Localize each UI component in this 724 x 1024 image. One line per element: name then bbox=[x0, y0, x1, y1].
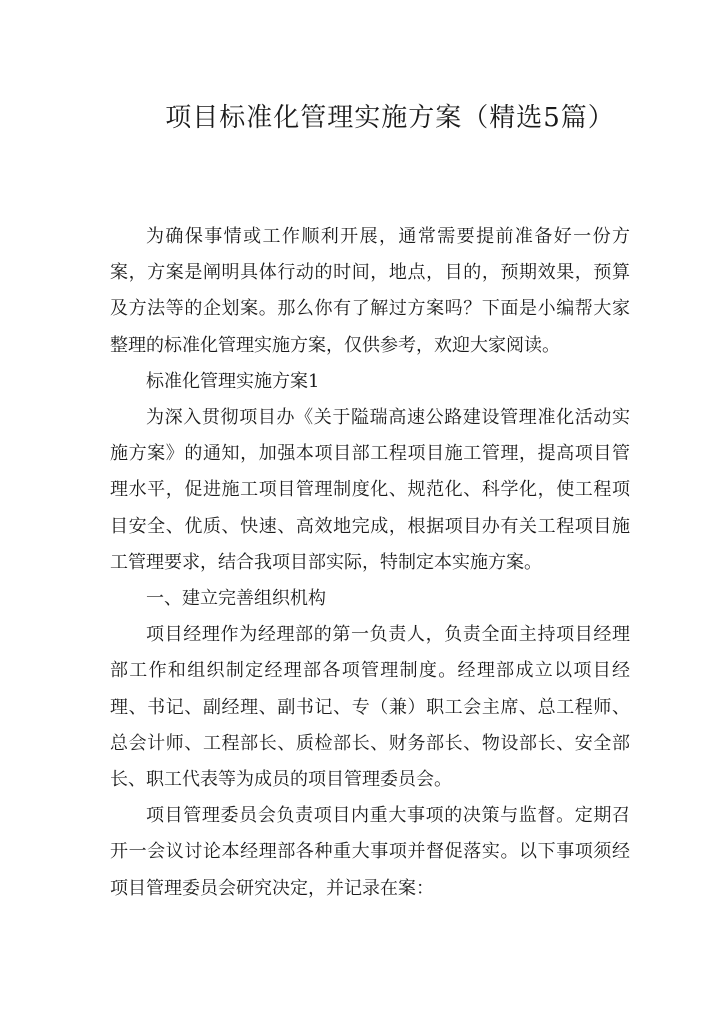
plan-1-paragraph: 为深入贯彻项目办《关于隘瑞高速公路建设管理准化活动实施方案》的通知，加强本项目部工程项目施工管理，提高项目管理水平，促进施工项目管理制度化、规范化、科学化，使工程项目安全、优质、快速、高效地完成，根据项目办有关工程项目施工管理要求，结合我项目部实际，特制定本实施方案。 bbox=[110, 407, 630, 573]
document-body bbox=[110, 219, 630, 907]
section-heading-plan-1: 标准化管理实施方案1 bbox=[146, 370, 320, 392]
section-heading-organization: 一、建立完善组织机构 bbox=[146, 588, 326, 610]
organization-paragraph: 项目经理作为经理部的第一负责人，负责全面主持项目经理部工作和组织制定经理部各项管理制度。经理部成立以项目经理、书记、副经理、副书记、专（兼）职工会主席、总工程师、总会计师、工程部长、质检部长、财务部长、物设部长、安全部长、职工代表等为成员的项目管理委员会。 bbox=[110, 624, 630, 791]
committee-paragraph: 项目管理委员会负责项目内重大事项的决策与监督。定期召开一会议讨论本经理部各种重大事项并督促落实。以下事项须经项目管理委员会研究决定，并记录在案： bbox=[110, 805, 630, 899]
document-title: 项目标准化管理实施方案（精选5篇） bbox=[165, 103, 615, 133]
intro-paragraph: 为确保事情或工作顺利开展，通常需要提前准备好一份方案，方案是阐明具体行动的时间，地点，目的，预期效果，预算及方法等的企划案。那么你有了解过方案吗？下面是小编帮大家整理的标准化管理实施方案，仅供参考，欢迎大家阅读。 bbox=[110, 226, 630, 356]
